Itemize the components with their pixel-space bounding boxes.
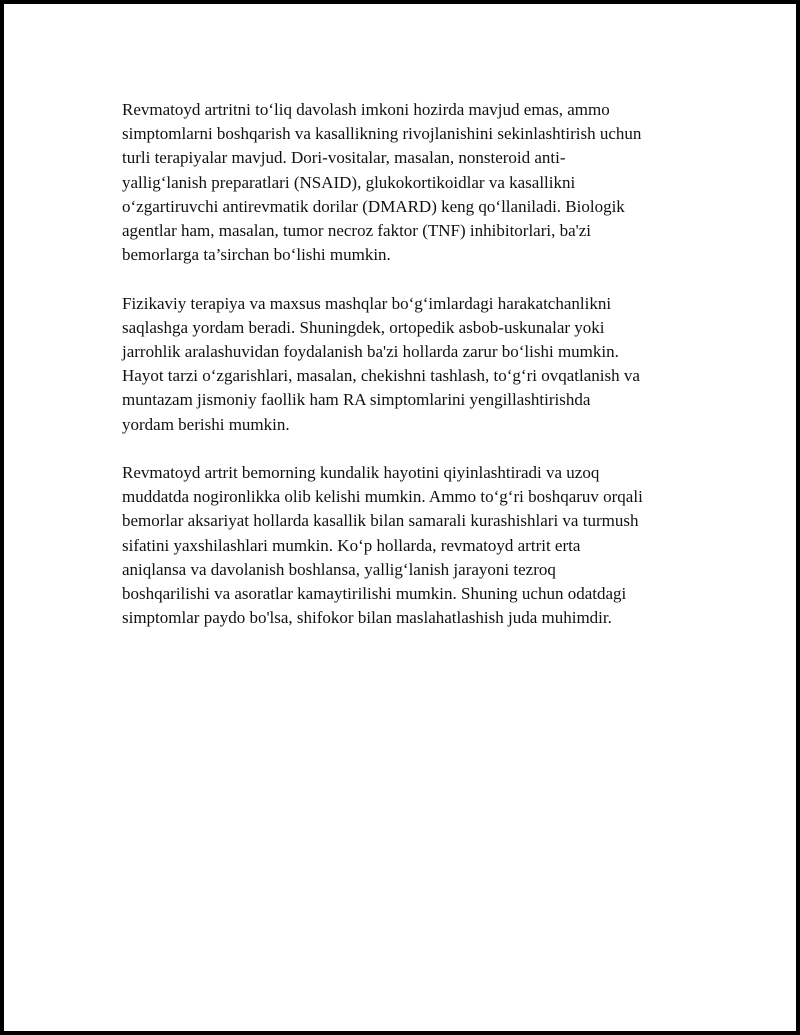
paragraph-line: bemorlar aksariyat hollarda kasallik bilan samarali kurashishlari va turmush bbox=[122, 511, 639, 531]
paragraph-line: simptomlar paydo bo'lsa, shifokor bilan maslahatlashish juda muhimdir. bbox=[122, 608, 612, 628]
paragraph-line: saqlashga yordam beradi. Shuningdek, ortopedik asbob-uskunalar yoki bbox=[122, 317, 605, 337]
paragraph-line: jarrohlik aralashuvidan foydalanish ba'zi hollarda zarur bo‘lishi mumkin. bbox=[122, 342, 619, 362]
paragraph-line: yordam berishi mumkin. bbox=[122, 414, 290, 434]
paragraph-line: turli terapiyalar mavjud. Dori-vositalar, masalan, nonsteroid anti- bbox=[122, 148, 566, 168]
paragraph-line: simptomlarni boshqarish va kasallikning rivojlanishini sekinlashtirish uchun bbox=[122, 124, 642, 144]
paragraph-treatment bbox=[122, 98, 688, 267]
document-body bbox=[122, 98, 688, 655]
paragraph-line: agentlar ham, masalan, tumor necroz faktor (TNF) inhibitorlari, ba'zi bbox=[122, 221, 591, 241]
paragraph-physical-therapy bbox=[122, 292, 688, 437]
paragraph-line: Revmatoyd artritni to‘liq davolash imkoni hozirda mavjud emas, ammo bbox=[122, 100, 610, 119]
paragraph-line: bemorlarga ta’sirchan bo‘lishi mumkin. bbox=[122, 245, 391, 265]
paragraph-line: boshqarilishi va asoratlar kamaytirilishi mumkin. Shuning uchun odatdagi bbox=[122, 584, 627, 604]
paragraph-line: Revmatoyd artrit bemorning kundalik hayotini qiyinlashtiradi va uzoq bbox=[122, 463, 600, 483]
paragraph-daily-life bbox=[122, 461, 688, 630]
paragraph-line: muddatda nogironlikka olib kelishi mumkin. Ammo to‘g‘ri boshqaruv orqali bbox=[122, 487, 643, 507]
paragraph-line: o‘zgartiruvchi antirevmatik dorilar (DMARD) keng qo‘llaniladi. Biologik bbox=[122, 196, 625, 216]
paragraph-line: muntazam jismoniy faollik ham RA simptomlarini yengillashtirishda bbox=[122, 390, 591, 410]
paragraph-line: aniqlansa va davolanish boshlansa, yallig‘lanish jarayoni tezroq bbox=[122, 559, 556, 579]
paragraph-line: Fizikaviy terapiya va maxsus mashqlar bo‘g‘imlardagi harakatchanlikni bbox=[122, 293, 612, 313]
paragraph-line: yallig‘lanish preparatlari (NSAID), glukokortikoidlar va kasallikni bbox=[122, 172, 576, 192]
paragraph-line: Hayot tarzi o‘zgarishlari, masalan, chekishni tashlash, to‘g‘ri ovqatlanish va bbox=[122, 366, 640, 386]
paragraph-line: sifatini yaxshilashlari mumkin. Ko‘p hollarda, revmatoyd artrit erta bbox=[122, 535, 581, 555]
